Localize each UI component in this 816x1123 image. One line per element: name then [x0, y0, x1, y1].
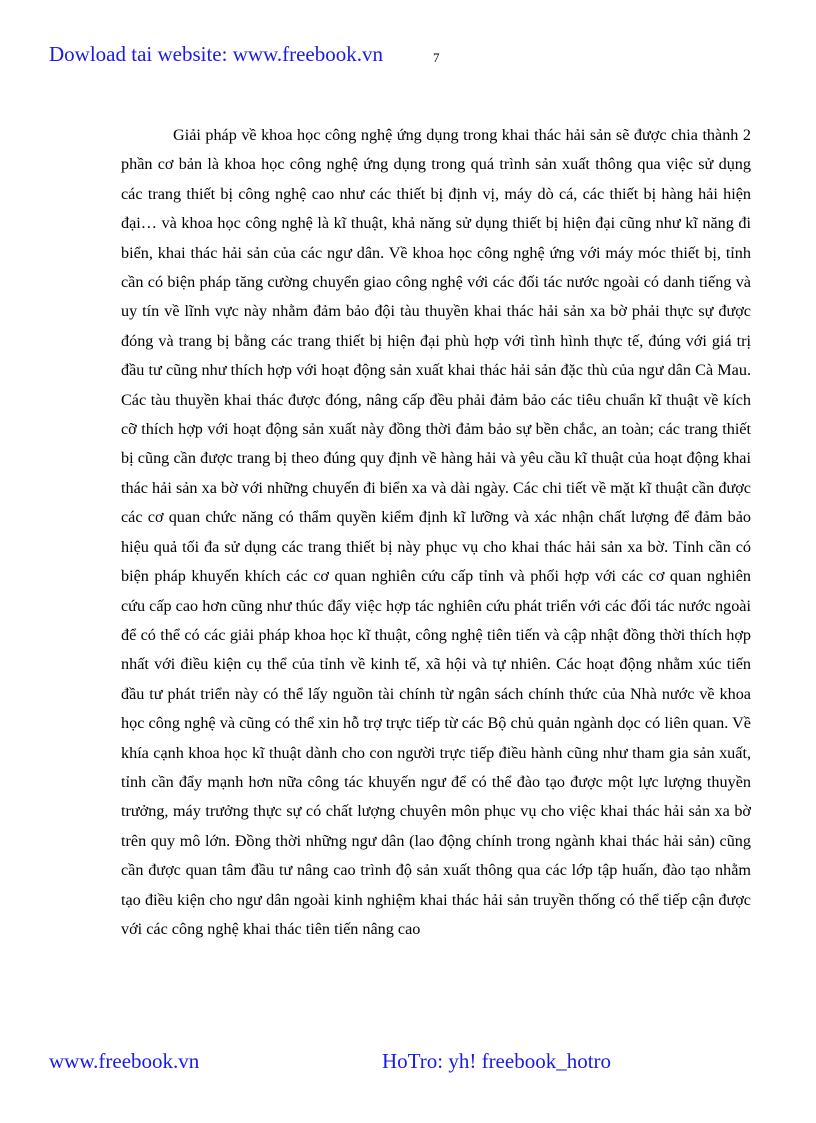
- header-website-link[interactable]: Dowload tai website: www.freebook.vn: [49, 42, 383, 66]
- page-number: 7: [433, 50, 440, 65]
- footer-support-text: HoTro: yh! freebook_hotro: [382, 1049, 612, 1073]
- body-paragraph: Giải pháp về khoa học công nghệ ứng dụng trong khai thác hải sản sẽ được chia thành 2 phần cơ bản là khoa học công nghệ ứng dụng trong quá trình sản xuất thông qua việc sử dụng các trang thiết bị công nghệ cao như các thiết bị định vị, máy dò cá, các thiết bị hàng hải hiện đại… và khoa học công nghệ là kĩ thuật, khả năng sử dụng thiết bị hiện đại cũng như kĩ năng đi biển, khai thác hải sản của các ngư dân. Về khoa học công nghệ ứng với máy móc thiết bị, tỉnh cần có biện pháp tăng cường chuyển giao công nghệ với các đối tác nước ngoài có danh tiếng và uy tín về lĩnh vực này nhằm đảm bảo đội tàu thuyền khai thác hải sản xa bờ phải thực sự được đóng và trang bị bằng các trang thiết bị hiện đại phù hợp với tình hình thực tế, đúng với giá trị đầu tư cũng như thích hợp với hoạt động sản xuất khai thác hải sản đặc thù của ngư dân Cà Mau. Các tàu thuyền khai thác được đóng, nâng cấp đều phải đảm bảo các tiêu chuẩn kĩ thuật về kích cỡ thích hợp với hoạt động sản xuất này đồng thời đảm bảo sự bền chắc, an toàn; các trang thiết bị cũng cần được trang bị theo đúng quy định về hàng hải và yêu cầu kĩ thuật của hoạt động khai thác hải sản xa bờ với những chuyến đi biển xa và dài ngày. Các chi tiết về mặt kĩ thuật cần được các cơ quan chức năng có thẩm quyền kiểm định kĩ lưỡng và xác nhận chất lượng để đảm bảo hiệu quả tối đa sử dụng các trang thiết bị này phục vụ cho khai thác hải sản xa bờ. Tỉnh cần có biện pháp khuyến khích các cơ quan nghiên cứu cấp tỉnh và phối hợp với các cơ quan nghiên cứu cấp cao hơn cũng như thúc đẩy việc hợp tác nghiên cứu phát triển với các đối tác nước ngoài để có thể có các giải pháp khoa học kĩ thuật, công nghệ tiên tiến và cập nhật đồng thời thích hợp nhất với điều kiện cụ thể của tỉnh về kinh tế, xã hội và tự nhiên. Các hoạt động nhằm xúc tiến đầu tư phát triển này có thể lấy nguồn tài chính từ ngân sách chính thức của Nhà nước về khoa học công nghệ và cũng có thể xin hỗ trợ trực tiếp từ các Bộ chủ quản ngành dọc có liên quan. Về khía cạnh khoa học kĩ thuật dành cho con người trực tiếp điều hành cũng như tham gia sản xuất, tỉnh cần đẩy mạnh hơn nữa công tác khuyến ngư để có thể đào tạo được một lực lượng thuyền trưởng, máy trưởng thực sự có chất lượng chuyên môn phục vụ cho việc khai thác hải sản xa bờ trên quy mô lớn. Đồng thời những ngư dân (lao động chính trong ngành khai thác hải sản) cũng cần được quan tâm đầu tư nâng cao trình độ sản xuất thông qua các lớp tập huấn, đào tạo nhằm tạo điều kiện cho ngư dân ngoài kinh nghiệm khai thác hải sản truyền thống có thể tiếp cận được với các công nghệ khai thác tiên tiến nâng cao: [121, 126, 751, 938]
- footer-website-link[interactable]: www.freebook.vn: [49, 1049, 200, 1073]
